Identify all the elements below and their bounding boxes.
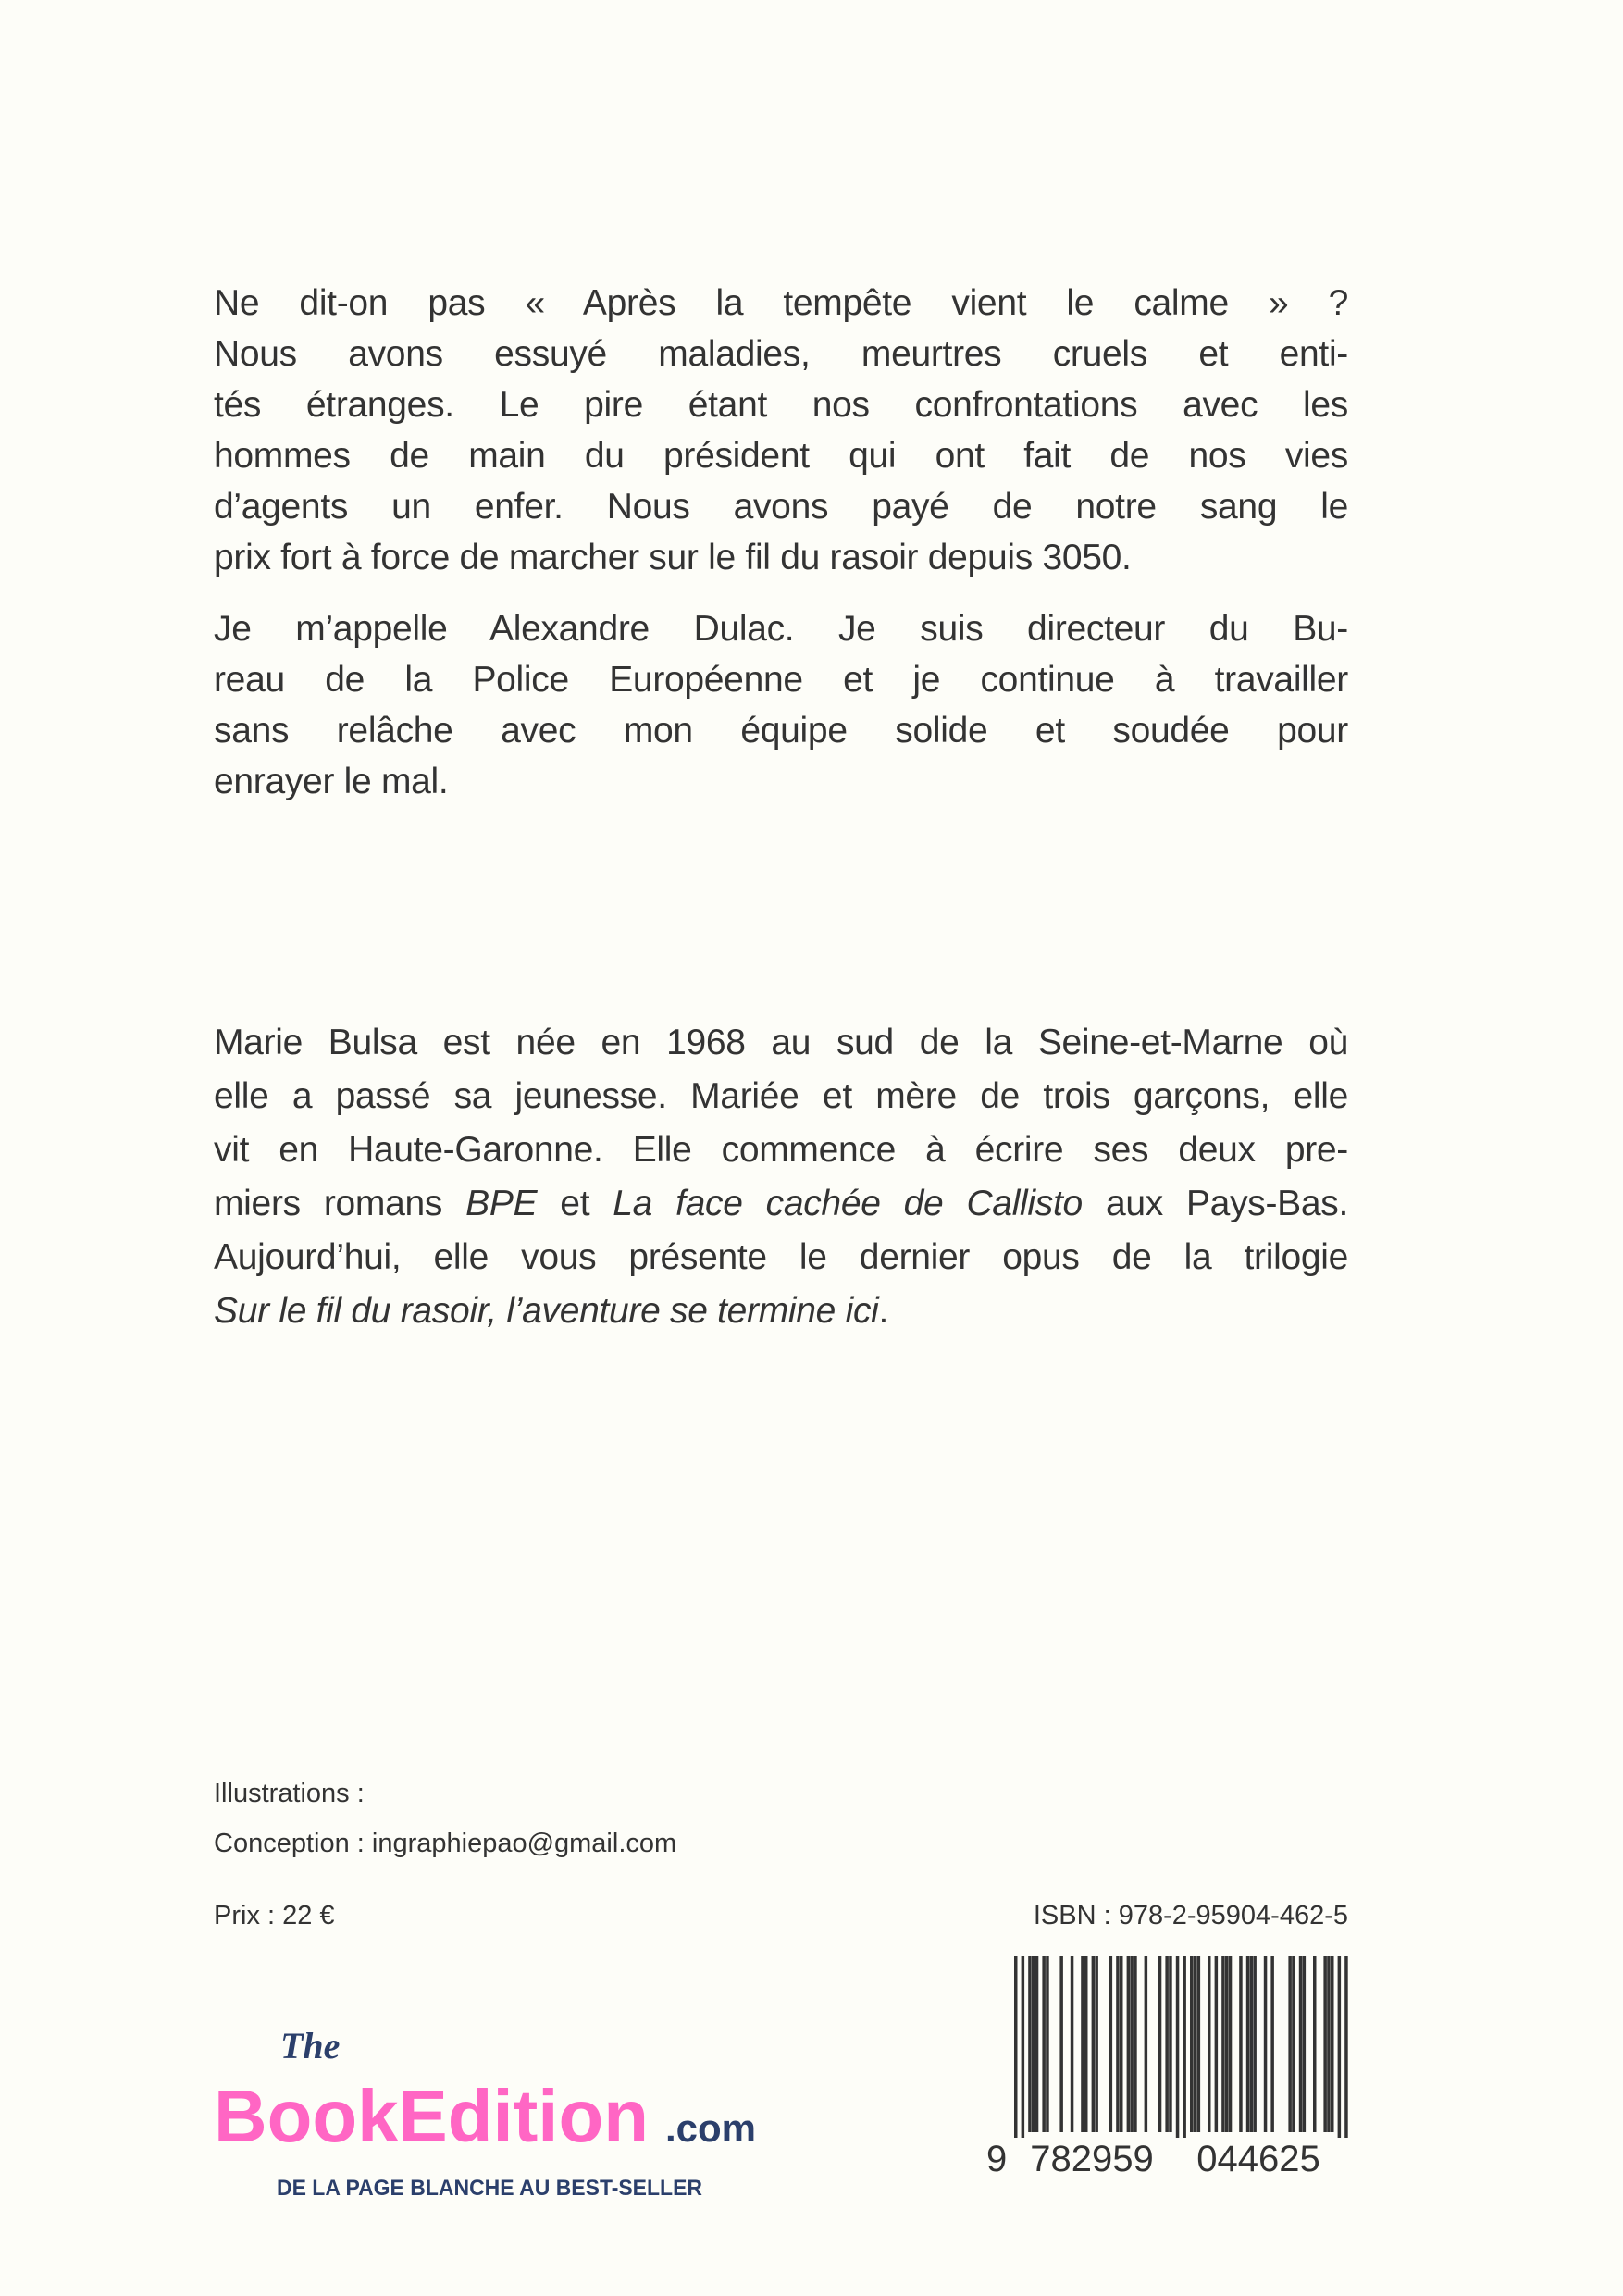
text-line [214,278,1348,329]
barcode-bar [1134,1956,1137,2132]
barcode-bar [1250,1956,1254,2132]
barcode-bar [1145,1956,1148,2132]
barcode-bar [1344,1956,1348,2138]
barcode-bar [1169,1956,1172,2132]
barcode-bar [1127,1956,1131,2132]
barcode-bar [1313,1956,1317,2132]
barcode-bar [1331,1956,1334,2132]
barcode-bar [1225,1956,1229,2132]
conception-credit: Conception : ingraphiepao@gmail.com [214,1829,677,1858]
italic-title: La face cachée de Callisto [613,1184,1083,1223]
logo-the: The [280,2025,341,2066]
barcode-bar [1071,1956,1074,2132]
barcode-bar [1208,1956,1211,2132]
barcode-digits-left: 782959 [1030,2139,1154,2178]
blurb-paragraph-1 [214,278,1348,583]
text-segment: d’agents un enfer. Nous avons payé de notre sang le [214,487,1348,527]
text-line [214,329,1348,379]
barcode-bar [1303,1956,1307,2132]
barcode-bar [1035,1956,1039,2132]
barcode-bar [1229,1956,1233,2132]
text-segment: et [537,1184,613,1223]
text-segment: hommes de main du président qui ont fait de nos vies [214,436,1348,476]
barcode-bar [1046,1956,1049,2132]
text-line [214,1177,1348,1231]
text-line [214,379,1348,430]
text-line [214,1016,1348,1070]
text-segment: reau de la Police Européenne et je continue à travailler [214,660,1348,700]
text-line [214,1070,1348,1123]
barcode-bar [1109,1956,1113,2132]
logo-name: BookEdition [214,2075,649,2157]
barcode-bar [1158,1956,1162,2132]
barcode-bar [1014,1956,1018,2138]
barcode-bar [1032,1956,1035,2132]
barcode-bar [1190,1956,1194,2132]
barcode-bar [1092,1956,1096,2132]
text-segment: sans relâche avec mon équipe solide et soudée pour [214,711,1348,751]
barcode-bar [1239,1956,1243,2132]
barcode-bar [1028,1956,1032,2132]
barcode-bar [1176,1956,1180,2138]
text-segment: prix fort à force de marcher sur le fil du rasoir depuis 3050. [214,538,1132,577]
text-segment: tés étranges. Le pire étant nos confrontations avec les [214,385,1348,425]
barcode-bar [1264,1956,1268,2132]
barcode-bar [1215,1956,1219,2132]
barcode-bar [1095,1956,1098,2132]
barcode-bar [1327,1956,1331,2132]
author-bio [214,1016,1348,1338]
barcode-bar [1059,1956,1063,2132]
text-segment: Ne dit-on pas « Après la tempête vient le calme » ? [214,283,1348,323]
text-line [214,1285,1348,1338]
text-line [214,705,1348,756]
text-line [214,430,1348,481]
text-line [214,654,1348,705]
barcode-bar [1253,1956,1257,2132]
italic-title: Sur le fil du rasoir, l’aventure se termine ici [214,1291,879,1331]
logo-tagline: DE LA PAGE BLANCHE AU BEST-SELLER [277,2176,702,2201]
barcode-bar [1081,1956,1084,2132]
isbn: ISBN : 978-2-95904-462-5 [1033,1901,1348,1930]
thebookedition-logo [214,2025,769,2203]
barcode-bar [1130,1956,1134,2132]
barcode-bar [1288,1956,1292,2132]
blurb-paragraph-2 [214,603,1348,807]
barcode-bar [1299,1956,1303,2132]
barcode-bar [1338,1956,1342,2138]
isbn-barcode [986,1956,1348,2178]
text-segment: miers romans [214,1184,466,1223]
barcode-bar [1194,1956,1197,2132]
barcode-bar [1116,1956,1120,2132]
barcode-bar [1323,1956,1327,2132]
barcode-digit-first: 9 [986,2139,1008,2178]
barcode-bar [1183,1956,1186,2138]
barcode-digits-right: 044625 [1196,2139,1320,2178]
logo-tld: .com [665,2106,757,2150]
barcode-bar [1246,1956,1250,2132]
barcode-bar [1042,1956,1046,2132]
barcode-bar [1270,1956,1274,2132]
barcode-bar [1120,1956,1123,2132]
text-segment: enrayer le mal. [214,762,449,801]
text-segment: elle a passé sa jeunesse. Mariée et mère de trois garçons, elle [214,1076,1348,1116]
italic-title: BPE [465,1184,538,1223]
text-segment: Aujourd’hui, elle vous présente le dernier opus de la trilogie [214,1237,1348,1277]
text-segment: Marie Bulsa est née en 1968 au sud de la Seine-et-Marne où [214,1023,1348,1062]
text-segment: . [878,1291,889,1331]
text-line [214,1231,1348,1285]
text-segment: Je m’appelle Alexandre Dulac. Je suis directeur du Bu- [214,609,1348,649]
barcode-bar [1197,1956,1201,2132]
text-segment: vit en Haute-Garonne. Elle commence à écrire ses deux pre- [214,1130,1348,1170]
barcode-bar [1292,1956,1295,2132]
text-line [214,603,1348,654]
text-line [214,481,1348,532]
text-line [214,1123,1348,1177]
text-line [214,756,1348,807]
barcode-bar [1084,1956,1088,2132]
price: Prix : 22 € [214,1901,335,1930]
barcode-bar [1022,1956,1025,2138]
illustrations-credit: Illustrations : [214,1779,365,1808]
text-segment: aux Pays-Bas. [1082,1184,1348,1223]
barcode-bar [1221,1956,1225,2132]
text-line [214,532,1348,583]
barcode-bar [1165,1956,1169,2132]
text-segment: Nous avons essuyé maladies, meurtres cruels et enti- [214,334,1348,374]
